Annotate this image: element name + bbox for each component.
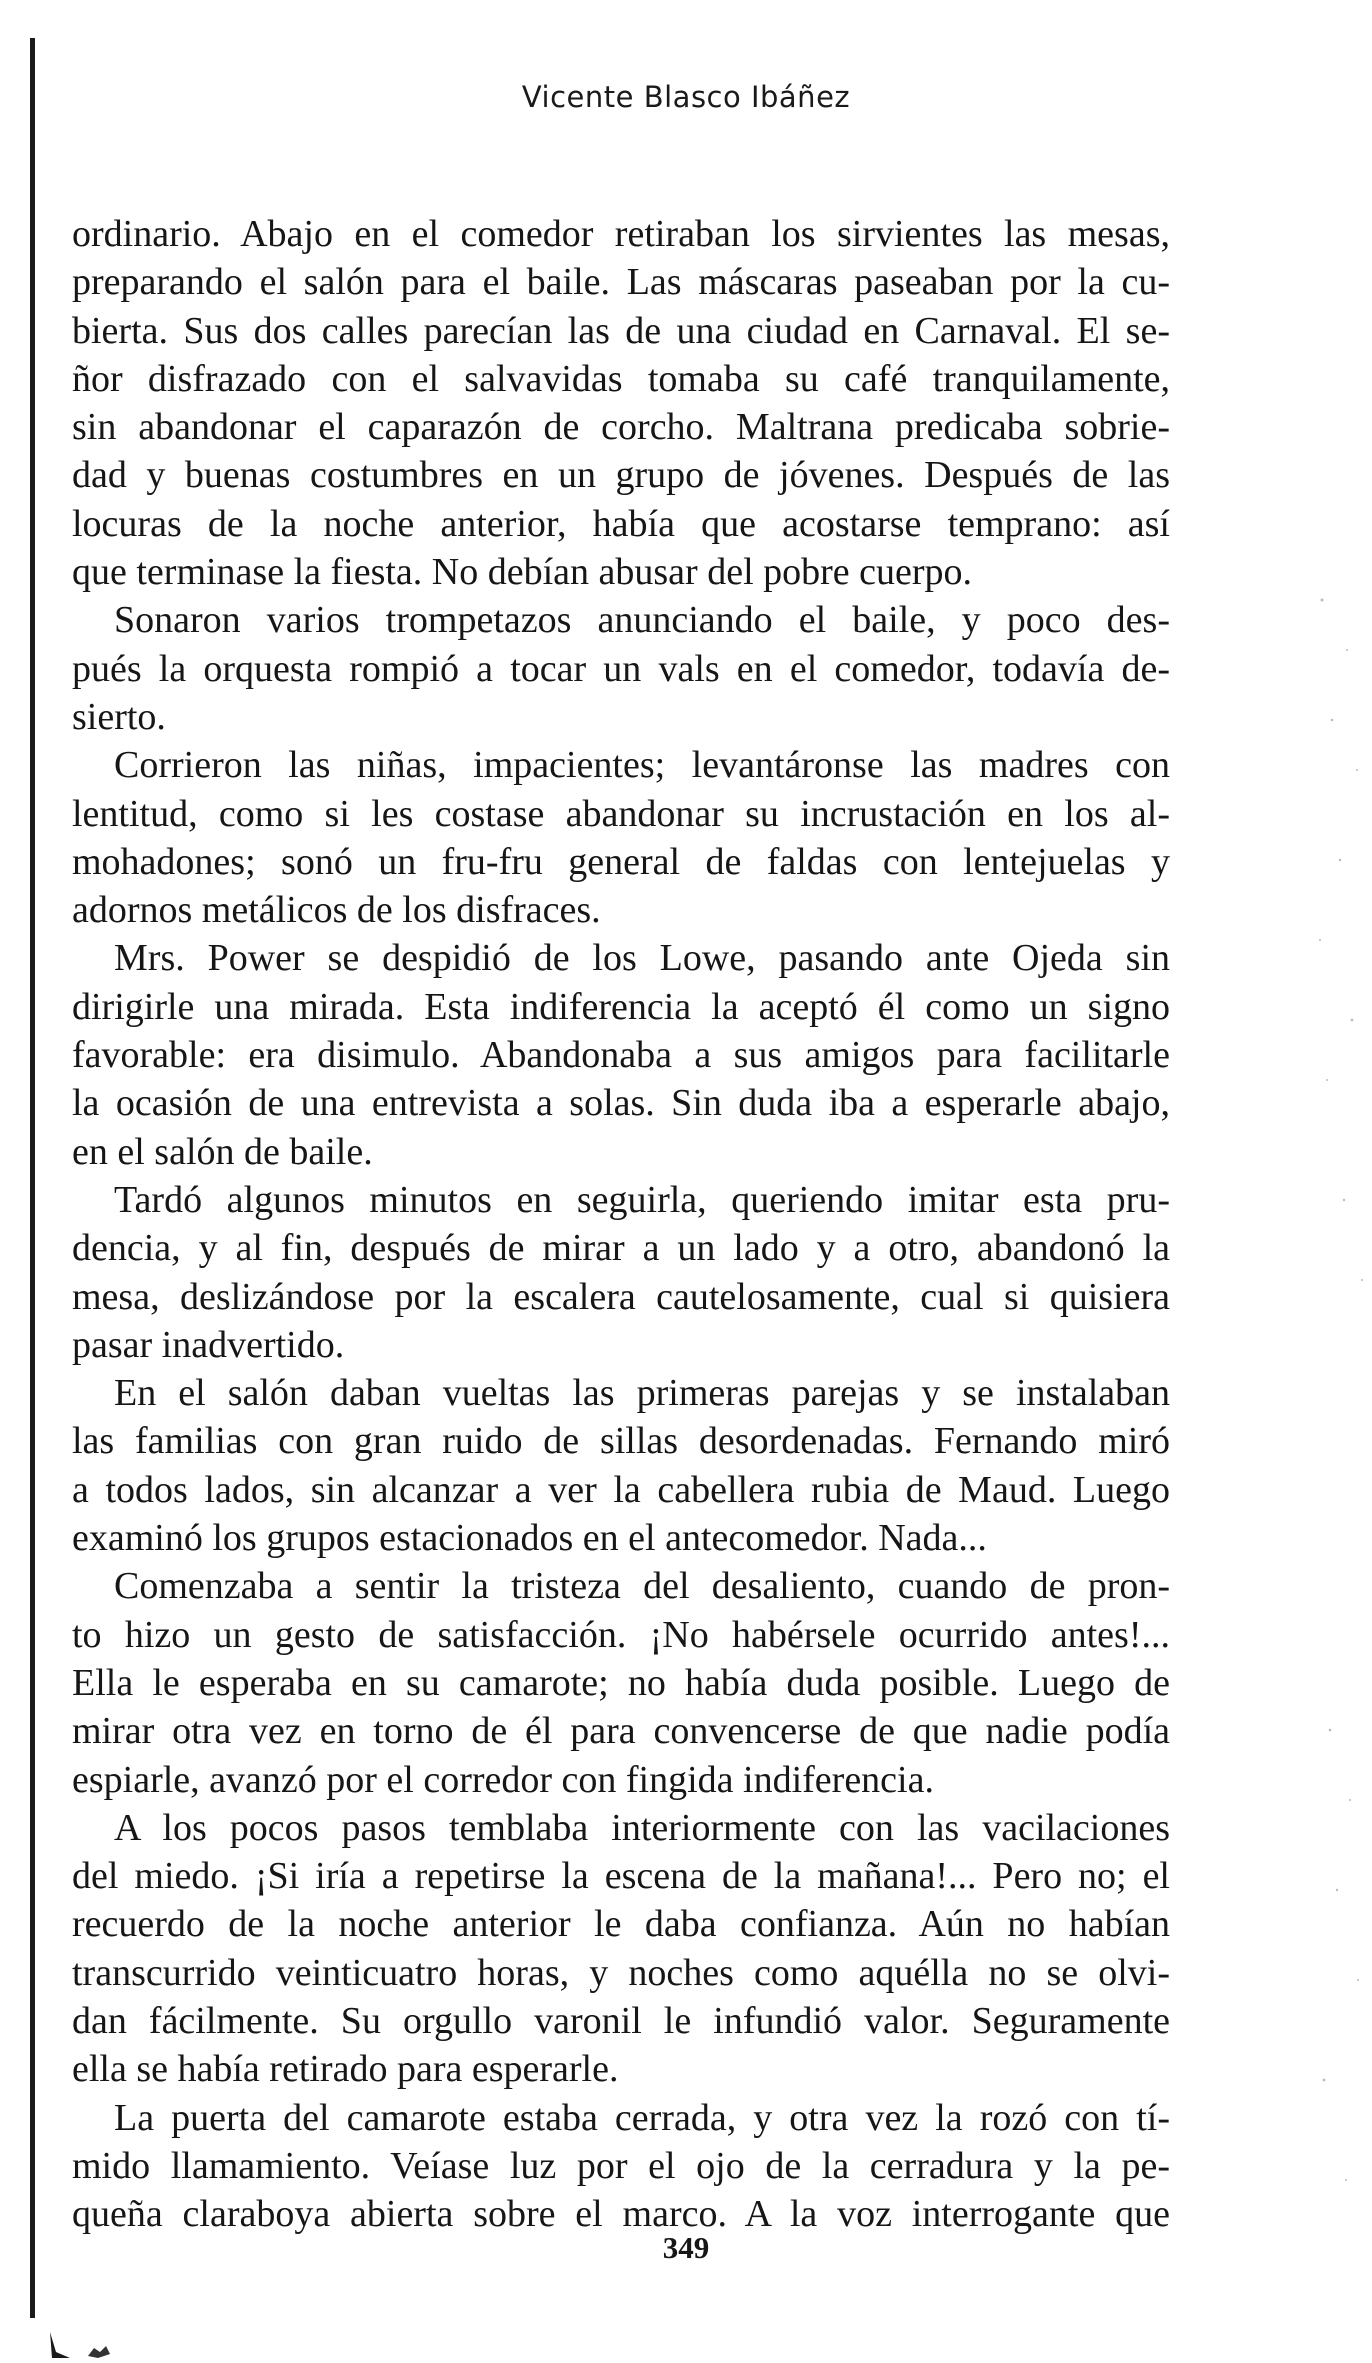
text-line: Sonaron varios trompetazos anunciando el baile, y poco des- — [114, 599, 1170, 642]
page-number: 349 — [662, 2230, 710, 2265]
text-line: sin abandonar el caparazón de corcho. Maltrana predicaba sobrie- — [72, 406, 1170, 449]
scan-corner-mark — [48, 2330, 118, 2360]
text-line: A los pocos pasos temblaba interiormente con las vacilaciones — [114, 1806, 1170, 1849]
running-head: Vicente Blasco Ibáñez — [521, 80, 851, 114]
text-line: dad y buenas costumbres en un grupo de jóvenes. Después de las — [72, 454, 1170, 497]
text-line: favorable: era disimulo. Abandonaba a sus amigos para facilitarle — [72, 1034, 1170, 1077]
text-line: queña claraboya abierta sobre el marco. A la voz interrogante que — [72, 2193, 1170, 2236]
text-line: preparando el salón para el baile. Las máscaras paseaban por la cu- — [72, 261, 1170, 304]
text-line: lentitud, como si les costase abandonar su incrustación en los al- — [72, 792, 1170, 835]
text-line: mohadones; sonó un fru-fru general de faldas con lentejuelas y — [72, 840, 1170, 883]
body-text — [72, 210, 1170, 2238]
text-line: pués la orquesta rompió a tocar un vals en el comedor, todavía de- — [72, 647, 1170, 690]
text-line: la ocasión de una entrevista a solas. Sin duda iba a esperarle abajo, — [72, 1082, 1170, 1125]
text-line: bierta. Sus dos calles parecían las de una ciudad en Carnaval. El se- — [72, 309, 1170, 352]
text-line: transcurrido veinticuatro horas, y noches como aquélla no se olvi- — [72, 1951, 1170, 1994]
text-line: dan fácilmente. Su orgullo varonil le infundió valor. Seguramente — [72, 1999, 1170, 2042]
text-line: dencia, y al fin, después de mirar a un lado y a otro, abandonó la — [72, 1227, 1170, 1270]
text-line: mido llamamiento. Veíase luz por el ojo de la cerradura y la pe- — [72, 2144, 1170, 2187]
text-line: del miedo. ¡Si iría a repetirse la escena de la mañana!... Pero no; el — [72, 1855, 1170, 1898]
text-line: Mrs. Power se despidió de los Lowe, pasando ante Ojeda sin — [114, 937, 1170, 980]
text-line: mirar otra vez en torno de él para convencerse de que nadie podía — [72, 1710, 1170, 1753]
text-line: Corrieron las niñas, impacientes; levantáronse las madres con — [114, 744, 1170, 787]
text-line: pasar inadvertido. — [72, 1323, 345, 1366]
text-line: dirigirle una mirada. Esta indiferencia la aceptó él como un signo — [72, 985, 1170, 1028]
text-line: a todos lados, sin alcanzar a ver la cabellera rubia de Maud. Luego — [72, 1468, 1170, 1511]
text-line: sierto. — [72, 695, 166, 738]
text-line: mesa, deslizándose por la escalera cautelosamente, cual si quisiera — [72, 1275, 1170, 1318]
text-line: adornos metálicos de los disfraces. — [72, 889, 601, 932]
text-line: Comenzaba a sentir la tristeza del desaliento, cuando de pron- — [114, 1565, 1170, 1608]
text-line: ordinario. Abajo en el comedor retiraban los sirvientes las mesas, — [72, 213, 1170, 255]
text-line: to hizo un gesto de satisfacción. ¡No habérsele ocurrido antes!... — [72, 1613, 1170, 1656]
binding-edge-rule — [30, 38, 35, 2318]
text-line: La puerta del camarote estaba cerrada, y otra vez la rozó con tí- — [114, 2096, 1170, 2139]
text-line: examinó los grupos estacionados en el antecomedor. Nada... — [72, 1517, 987, 1560]
text-line: recuerdo de la noche anterior le daba confianza. Aún no habían — [72, 1903, 1170, 1946]
text-line: locuras de la noche anterior, había que acostarse temprano: así — [72, 502, 1170, 545]
text-line: en el salón de baile. — [72, 1130, 373, 1173]
text-line: las familias con gran ruido de sillas desordenadas. Fernando miró — [72, 1420, 1170, 1463]
text-line: espiarle, avanzó por el corredor con fingida indiferencia. — [72, 1758, 934, 1801]
text-line: ñor disfrazado con el salvavidas tomaba su café tranquilamente, — [72, 357, 1170, 400]
text-line: Tardó algunos minutos en seguirla, queriendo imitar esta pru- — [114, 1178, 1170, 1221]
text-line: que terminase la fiesta. No debían abusar del pobre cuerpo. — [72, 551, 973, 594]
text-line: ella se había retirado para esperarle. — [72, 2048, 619, 2091]
text-line: Ella le esperaba en su camarote; no había duda posible. Luego de — [72, 1661, 1170, 1704]
scan-noise — [1302, 560, 1372, 2260]
text-line: En el salón daban vueltas las primeras parejas y se instalaban — [114, 1372, 1170, 1415]
